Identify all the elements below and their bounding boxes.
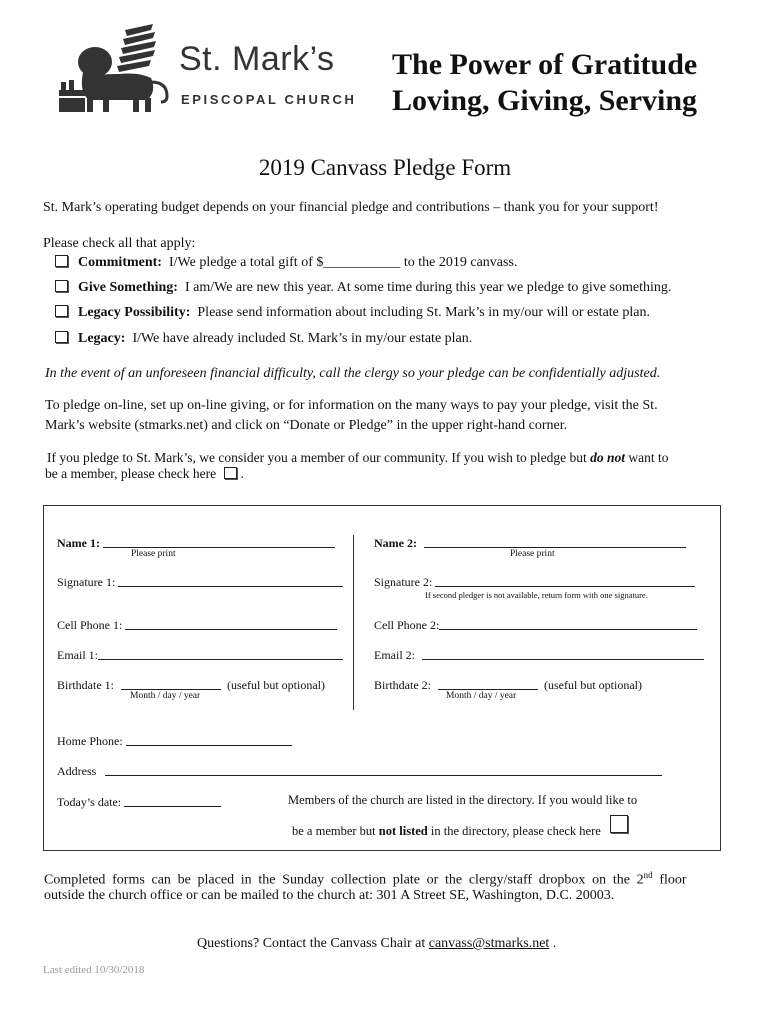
- header-title-line1: The Power of Gratitude: [392, 48, 698, 81]
- member-text-line2-label: be a member, please check here: [45, 466, 217, 481]
- hardship-note: In the event of an unforeseen financial difficulty, call the clergy so your pledge can be confidentially adjusted.: [45, 366, 661, 381]
- cell2-field[interactable]: [374, 617, 697, 633]
- online-text-line1: To pledge on-line, set up on-line giving, or for information on the many ways to pay your pledge, visit the St.: [45, 398, 658, 413]
- completed-text-line1: [44, 870, 687, 889]
- signature1-label: Signature 1:: [57, 575, 116, 589]
- mdy-hint: Month / day / year: [130, 691, 201, 701]
- option-text: I/We pledge a total gift of $___________ to the 2019 canvass.: [168, 255, 518, 270]
- signature-note: If second pledger is not available, return form with one signature.: [425, 590, 648, 600]
- email1-field[interactable]: [57, 647, 343, 663]
- logo-name: St. Mark’s: [179, 40, 335, 78]
- legacy-checkbox[interactable]: [55, 331, 68, 343]
- completed-ordinal: nd: [643, 870, 653, 880]
- church-logo: [55, 22, 365, 117]
- cell1-field[interactable]: [57, 617, 337, 633]
- home-phone-field[interactable]: [57, 733, 292, 749]
- option-legacy: [55, 331, 472, 347]
- check-prompt: Please check all that apply:: [43, 236, 196, 251]
- completed-text-a: Completed forms can be placed in the Sunday collection plate or the clergy/staff dropbox on the 2: [44, 872, 644, 888]
- name1-field[interactable]: [57, 535, 335, 551]
- option-label: Legacy Possibility:: [78, 305, 191, 320]
- optional-note: (useful but optional): [227, 678, 325, 692]
- legacy-possibility-checkbox[interactable]: [55, 305, 68, 317]
- todays-date-field[interactable]: [57, 794, 221, 810]
- option-label: Give Something:: [78, 280, 178, 295]
- questions-end: .: [552, 936, 557, 951]
- email1-label: Email 1:: [57, 648, 98, 662]
- member-text-line1: [47, 450, 669, 466]
- cell2-label: Cell Phone 2:: [374, 618, 440, 632]
- canvass-email-link[interactable]: canvass@stmarks.net: [428, 936, 550, 951]
- last-edited: Last edited 10/30/2018: [43, 964, 145, 976]
- option-text: Please send information about including St. Mark’s in my/our will or estate plan.: [197, 305, 650, 320]
- option-commitment: [55, 255, 517, 271]
- member-text-c: want to: [628, 450, 669, 465]
- form-title: 2019 Canvass Pledge Form: [258, 155, 512, 180]
- name1-label: Name 1:: [57, 536, 100, 550]
- member-text-a: If you pledge to St. Mark’s, we consider you a member of our community. If you wish to pledge but: [47, 450, 587, 465]
- intro-text: St. Mark’s operating budget depends on your financial pledge and contributions – thank you for your support!: [43, 200, 659, 215]
- completed-text-line2: outside the church office or can be mailed to the church at: 301 A Street SE, Washington, D.C. 20003.: [44, 888, 615, 903]
- todays-date-label: Today’s date:: [57, 795, 122, 809]
- completed-text-b: floor: [659, 872, 687, 888]
- birthdate2-label: Birthdate 2:: [374, 678, 431, 692]
- directory-text-c: in the directory, please check here: [430, 824, 601, 838]
- questions-text: Questions? Contact the Canvass Chair at: [197, 936, 426, 951]
- option-legacy-possibility: [55, 305, 650, 321]
- please-print-hint: Please print: [510, 549, 555, 559]
- member-text-line2: be a member, please check here .: [45, 466, 244, 481]
- header-title-line2: Loving, Giving, Serving: [392, 84, 698, 117]
- commitment-checkbox[interactable]: [55, 255, 68, 267]
- address-field[interactable]: [57, 763, 662, 779]
- option-text: I/We have already included St. Mark’s in my/our estate plan.: [132, 331, 473, 346]
- option-label: Commitment:: [78, 255, 162, 270]
- signature1-field[interactable]: [57, 574, 343, 590]
- unlisted-checkbox[interactable]: [610, 815, 628, 833]
- winged-lion-icon: [55, 22, 177, 117]
- directory-text-line1: Members of the church are listed in the directory. If you would like to: [288, 793, 638, 807]
- signature2-label: Signature 2:: [374, 575, 433, 589]
- cell1-label: Cell Phone 1:: [57, 618, 123, 632]
- non-member-checkbox[interactable]: [224, 467, 237, 479]
- column-divider: [353, 535, 354, 710]
- option-text: I am/We are new this year. At some time during this year we pledge to give something.: [184, 280, 672, 295]
- email2-label: Email 2:: [374, 648, 415, 662]
- name2-label: Name 2:: [374, 536, 417, 550]
- give-something-checkbox[interactable]: [55, 280, 68, 292]
- online-text-line2: Mark’s website (stmarks.net) and click on “Donate or Pledge” in the upper right-hand corner.: [45, 418, 568, 433]
- address-label: Address: [57, 764, 97, 778]
- member-text-emphasis: do not: [590, 450, 626, 465]
- directory-text-emphasis: not listed: [378, 824, 428, 838]
- option-label: Legacy:: [78, 331, 126, 346]
- signature2-field[interactable]: [374, 574, 695, 590]
- birthdate1-label: Birthdate 1:: [57, 678, 114, 692]
- directory-text-a: be a member but: [292, 824, 376, 838]
- home-phone-label: Home Phone:: [57, 734, 123, 748]
- questions-line: [197, 936, 556, 952]
- logo-subtitle: EPISCOPAL CHURCH: [181, 92, 357, 107]
- optional-note: (useful but optional): [544, 678, 642, 692]
- option-give-something: [55, 280, 671, 296]
- email2-field[interactable]: [374, 647, 704, 663]
- mdy-hint: Month / day / year: [446, 691, 517, 701]
- directory-text-line2: [292, 815, 628, 839]
- please-print-hint: Please print: [131, 549, 176, 559]
